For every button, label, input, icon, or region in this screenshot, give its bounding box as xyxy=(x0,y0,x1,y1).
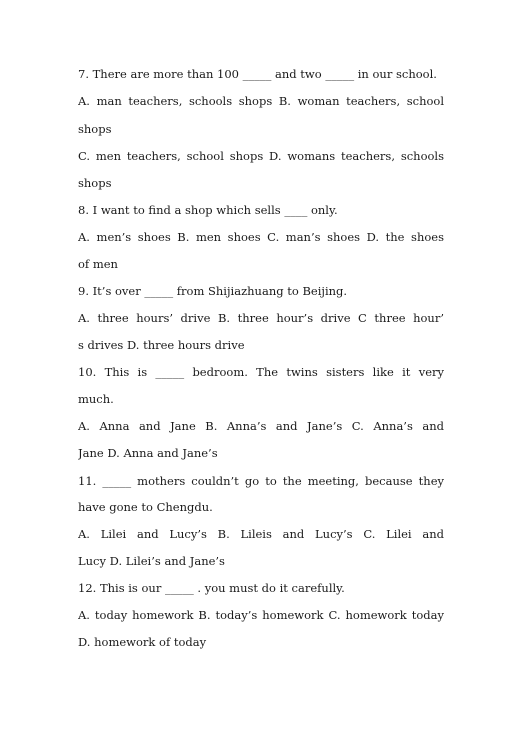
question-8-options-line-1: A. men’s shoes B. men shoes C. man’s shoes D. the shoes xyxy=(78,230,444,244)
question-12-options-line-1: A. today homework B. today’s homework C. homework today xyxy=(78,608,444,622)
question-10-options-line-2: Jane D. Anna and Jane’s xyxy=(78,446,218,460)
question-12-stem: 12. This is our _____ . you must do it carefully. xyxy=(78,581,345,595)
question-8-stem: 8. I want to find a shop which sells ____ only. xyxy=(78,203,338,217)
question-10-stem-line-2: much. xyxy=(78,392,114,406)
question-11-options-line-1: A. Lilei and Lucy’s B. Lileis and Lucy’s C. Lilei and xyxy=(78,527,444,541)
question-7-options-line-3: C. men teachers, school shops D. womans teachers, schools xyxy=(78,149,444,163)
question-7-options-line-4: shops xyxy=(78,176,112,190)
question-9-options-line-2: s drives D. three hours drive xyxy=(78,338,245,352)
question-7-options-line-2: shops xyxy=(78,122,112,136)
question-11-stem-line-2: have gone to Chengdu. xyxy=(78,500,213,514)
question-7-stem: 7. There are more than 100 _____ and two _____ in our school. xyxy=(78,67,437,81)
question-11-stem-line-1: 11. _____ mothers couldn’t go to the meeting, because they xyxy=(78,474,444,488)
question-9-options-line-1: A. three hours’ drive B. three hour’s drive C three hour’ xyxy=(78,311,444,325)
question-10-options-line-1: A. Anna and Jane B. Anna’s and Jane’s C. Anna’s and xyxy=(78,419,444,433)
question-9-stem: 9. It’s over _____ from Shijiazhuang to Beijing. xyxy=(78,284,348,298)
question-11-options-line-2: Lucy D. Lilei’s and Jane’s xyxy=(78,554,225,568)
question-8-options-line-2: of men xyxy=(78,257,118,271)
question-7-options-line-1: A. man teachers, schools shops B. woman teachers, school xyxy=(78,94,444,108)
question-10-stem-line-1: 10. This is _____ bedroom. The twins sisters like it very xyxy=(78,365,444,379)
question-12-options-line-2: D. homework of today xyxy=(78,635,207,649)
